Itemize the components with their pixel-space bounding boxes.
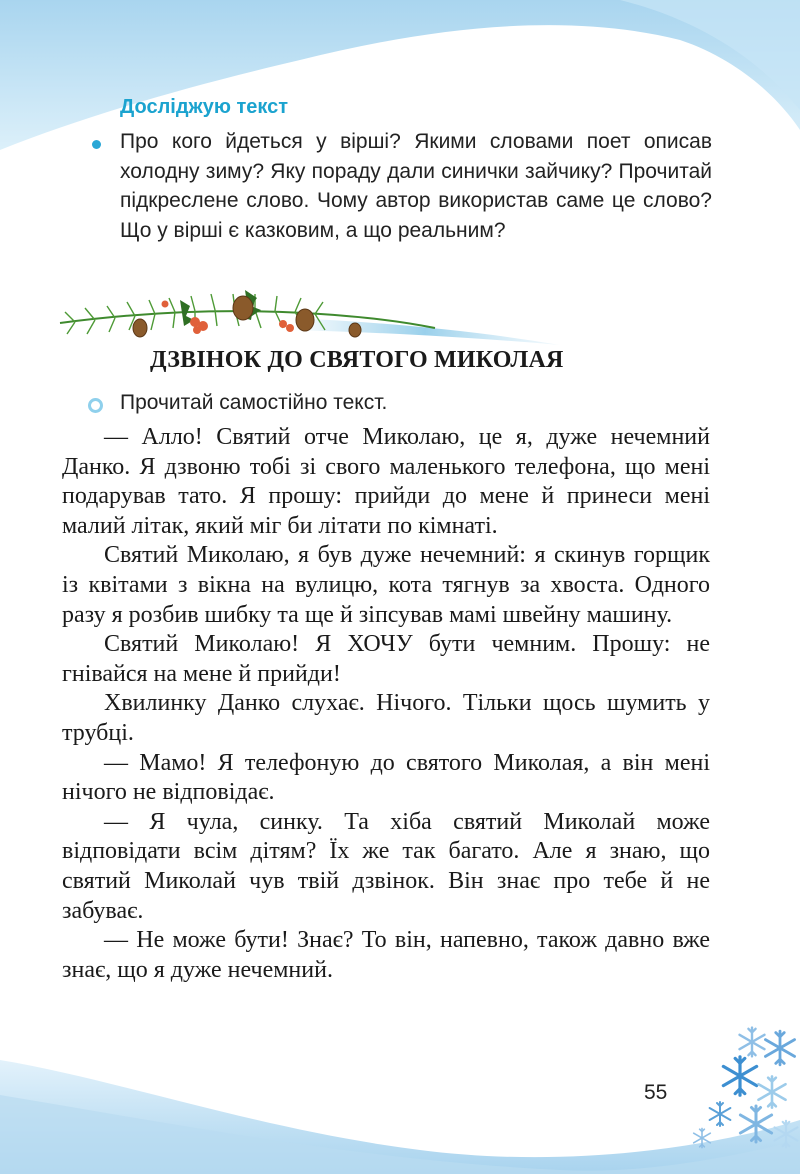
pine-garland-icon [55, 278, 535, 358]
story-text [62, 423, 710, 985]
snowflakes-icon [680, 1018, 800, 1158]
story-paragraph: Святий Миколаю, я був дуже нечемний: я скинув горщик із квітами з вікна на вулицю, кота тягнув за хвоста. Одного разу я розбив шибку та ще й зіпсував мамі швейну машину. [62, 542, 710, 628]
story-paragraph: — Не може бути! Знає? То він, напевно, також давно вже знає, що я дуже нечемний. [62, 927, 710, 983]
bullet-icon [92, 140, 101, 149]
reading-instruction: Прочитай самостійно текст. [120, 391, 388, 414]
story-paragraph: Хвилинку Данко слухає. Нічого. Тільки щось шумить у трубці. [62, 690, 710, 746]
story-paragraph: Святий Миколаю! Я ХОЧУ бути чемним. Прошу: не гнівайся на мене й прийди! [62, 631, 710, 687]
question-text: Про кого йдеться у вірші? Якими словами поет описав холодну зиму? Яку пораду дали синички зайчику? Прочитай підкреслене слово. Чому автор використав саме це слово? Що у вірші є казковим, а що реальним? [120, 130, 712, 242]
story-paragraph: — Мамо! Я телефоную до святого Миколая, а він мені нічого не відповідає. [62, 749, 710, 806]
ring-bullet-icon [88, 398, 103, 413]
section-title: Досліджую текст [120, 96, 289, 118]
story-title: ДЗВІНОК ДО СВЯТОГО МИКОЛАЯ [150, 347, 564, 373]
story-paragraph: — Я чула, синку. Та хіба святий Миколай може відповідати всім дітям? Їх же так багато. Але я знаю, що святий Миколай чув твій дзвінок. Він знає про тебе й не забуває. [62, 808, 710, 924]
story-paragraph: — Алло! Святий отче Миколаю, це я, дуже нечемний Данко. Я дзвоню тобі зі свого маленького телефона, що мені подарував тато. Я прошу: прийди до мене й принеси мені малий літак, який міг би літати по кімнаті. [62, 424, 710, 539]
page-number: 55 [644, 1081, 668, 1104]
